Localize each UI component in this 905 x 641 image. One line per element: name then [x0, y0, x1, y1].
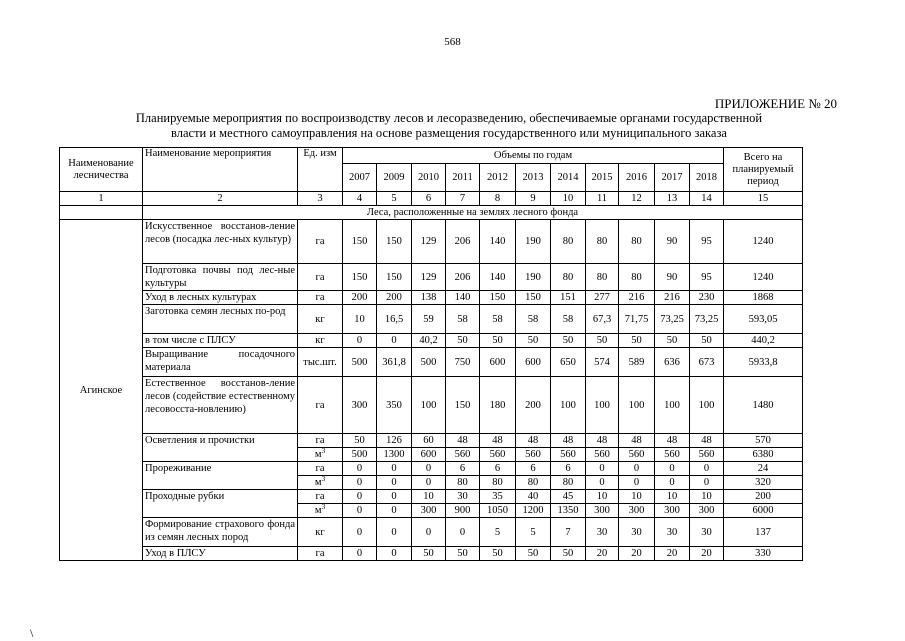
activity-name: Уход в ПЛСУ: [143, 547, 298, 561]
value-cell: 30: [690, 518, 724, 547]
value-cell: 58: [446, 305, 480, 334]
value-cell: 20: [619, 547, 655, 561]
value-cell: 60: [412, 434, 446, 448]
value-cell: 140: [480, 220, 516, 264]
activity-name: Формирование страхового фонда из семян лесных пород: [143, 518, 298, 547]
value-cell: 138: [412, 291, 446, 305]
table-row: [60, 305, 803, 334]
header-year: 2011: [446, 164, 480, 192]
column-number: 9: [516, 192, 551, 206]
value-cell: 673: [690, 348, 724, 377]
table-row: [60, 490, 803, 504]
unit: кг: [298, 518, 343, 547]
total-cell: 570: [724, 434, 803, 448]
value-cell: 80: [619, 220, 655, 264]
unit: кг: [298, 334, 343, 348]
value-cell: 0: [343, 547, 377, 561]
value-cell: 216: [655, 291, 690, 305]
value-cell: 6: [446, 462, 480, 476]
value-cell: 59: [412, 305, 446, 334]
value-cell: 100: [619, 377, 655, 434]
table-row: [60, 547, 803, 561]
value-cell: 0: [377, 476, 412, 490]
value-cell: 80: [516, 476, 551, 490]
value-cell: 50: [619, 334, 655, 348]
table-row: [60, 377, 803, 434]
unit: га: [298, 264, 343, 291]
column-number: 8: [480, 192, 516, 206]
value-cell: 0: [377, 462, 412, 476]
header-total: Всего на планируемый период: [724, 148, 803, 192]
value-cell: 206: [446, 220, 480, 264]
section-heading: Леса, расположенные на землях лесного фонда: [143, 206, 803, 220]
column-number: 14: [690, 192, 724, 206]
value-cell: 0: [343, 518, 377, 547]
total-cell: 137: [724, 518, 803, 547]
value-cell: 90: [655, 220, 690, 264]
value-cell: 48: [655, 434, 690, 448]
value-cell: 48: [446, 434, 480, 448]
value-cell: 48: [690, 434, 724, 448]
column-number: 12: [619, 192, 655, 206]
value-cell: 20: [655, 547, 690, 561]
header-year: 2007: [343, 164, 377, 192]
value-cell: 100: [551, 377, 586, 434]
value-cell: 0: [655, 462, 690, 476]
value-cell: 80: [551, 264, 586, 291]
unit: тыс.шт.: [298, 348, 343, 377]
value-cell: 0: [412, 462, 446, 476]
value-cell: 58: [551, 305, 586, 334]
unit-text: м: [314, 505, 322, 516]
value-cell: 50: [551, 547, 586, 561]
unit-superscript: 3: [321, 503, 326, 511]
value-cell: 5: [516, 518, 551, 547]
activity-name: Искусственное восстанов-ление лесов (посадка лес-ных культур): [143, 220, 298, 264]
value-cell: 10: [655, 490, 690, 504]
value-cell: 560: [619, 448, 655, 462]
unit-text: га: [315, 463, 325, 474]
value-cell: 73,25: [655, 305, 690, 334]
value-cell: 600: [480, 348, 516, 377]
value-cell: 71,75: [619, 305, 655, 334]
value-cell: 190: [516, 220, 551, 264]
value-cell: 20: [586, 547, 619, 561]
table-row: [60, 334, 803, 348]
corner-mark: \: [30, 626, 34, 640]
value-cell: 560: [586, 448, 619, 462]
activity-name: Подготовка почвы под лес-ные культуры: [143, 264, 298, 291]
total-cell: 24: [724, 462, 803, 476]
value-cell: 0: [412, 476, 446, 490]
column-number: 11: [586, 192, 619, 206]
value-cell: 230: [690, 291, 724, 305]
value-cell: 10: [586, 490, 619, 504]
activity-name: Проходные рубки: [143, 490, 298, 518]
unit: кг: [298, 305, 343, 334]
value-cell: 0: [619, 462, 655, 476]
value-cell: 1350: [551, 504, 586, 518]
value-cell: 151: [551, 291, 586, 305]
value-cell: 30: [619, 518, 655, 547]
value-cell: 80: [551, 220, 586, 264]
value-cell: 50: [516, 547, 551, 561]
value-cell: 200: [343, 291, 377, 305]
value-cell: 350: [377, 377, 412, 434]
unit: [298, 504, 343, 518]
header-activity: Наименование мероприятия: [143, 148, 298, 192]
value-cell: 150: [377, 220, 412, 264]
value-cell: 0: [343, 334, 377, 348]
title-line-2: власти и местного самоуправления на основе размещения государственного или муниципального заказа: [171, 126, 727, 140]
value-cell: 16,5: [377, 305, 412, 334]
value-cell: 0: [377, 547, 412, 561]
value-cell: 0: [690, 462, 724, 476]
value-cell: 40,2: [412, 334, 446, 348]
value-cell: 0: [412, 518, 446, 547]
value-cell: 7: [551, 518, 586, 547]
value-cell: 150: [446, 377, 480, 434]
unit: га: [298, 377, 343, 434]
header-year: 2013: [516, 164, 551, 192]
column-number: 7: [446, 192, 480, 206]
value-cell: 140: [446, 291, 480, 305]
value-cell: 30: [446, 490, 480, 504]
value-cell: 129: [412, 264, 446, 291]
value-cell: 1300: [377, 448, 412, 462]
value-cell: 750: [446, 348, 480, 377]
value-cell: 0: [690, 476, 724, 490]
header-forestry: Наименование лесничества: [60, 148, 143, 192]
total-cell: 440,2: [724, 334, 803, 348]
value-cell: 6: [516, 462, 551, 476]
total-cell: 200: [724, 490, 803, 504]
value-cell: 216: [619, 291, 655, 305]
value-cell: 100: [586, 377, 619, 434]
table-row: [60, 264, 803, 291]
value-cell: 560: [516, 448, 551, 462]
total-cell: 1240: [724, 264, 803, 291]
value-cell: 0: [586, 476, 619, 490]
column-number: 2: [143, 192, 298, 206]
header-year: 2010: [412, 164, 446, 192]
value-cell: 10: [690, 490, 724, 504]
table-row: [60, 462, 803, 476]
value-cell: 300: [655, 504, 690, 518]
value-cell: 200: [377, 291, 412, 305]
unit-superscript: 3: [321, 447, 326, 455]
value-cell: 574: [586, 348, 619, 377]
value-cell: 361,8: [377, 348, 412, 377]
value-cell: 0: [343, 476, 377, 490]
unit: га: [298, 291, 343, 305]
column-number: 3: [298, 192, 343, 206]
unit: га: [298, 547, 343, 561]
value-cell: 50: [690, 334, 724, 348]
value-cell: 80: [480, 476, 516, 490]
value-cell: 50: [446, 334, 480, 348]
value-cell: 1200: [516, 504, 551, 518]
value-cell: 589: [619, 348, 655, 377]
header-year: 2012: [480, 164, 516, 192]
unit: [298, 462, 343, 476]
value-cell: 80: [619, 264, 655, 291]
value-cell: 600: [516, 348, 551, 377]
column-number: 5: [377, 192, 412, 206]
value-cell: 190: [516, 264, 551, 291]
value-cell: 150: [480, 291, 516, 305]
value-cell: 48: [480, 434, 516, 448]
value-cell: 100: [412, 377, 446, 434]
value-cell: 80: [586, 220, 619, 264]
column-number: 10: [551, 192, 586, 206]
value-cell: 45: [551, 490, 586, 504]
value-cell: 50: [343, 434, 377, 448]
value-cell: 150: [343, 264, 377, 291]
value-cell: 73,25: [690, 305, 724, 334]
unit-text: м: [314, 449, 322, 460]
value-cell: 35: [480, 490, 516, 504]
value-cell: 600: [412, 448, 446, 462]
total-cell: 330: [724, 547, 803, 561]
value-cell: 100: [655, 377, 690, 434]
header-volumes: Объемы по годам: [343, 148, 724, 164]
header-year: 2016: [619, 164, 655, 192]
value-cell: 30: [655, 518, 690, 547]
value-cell: 900: [446, 504, 480, 518]
value-cell: 300: [412, 504, 446, 518]
value-cell: 560: [690, 448, 724, 462]
header-year: 2017: [655, 164, 690, 192]
value-cell: 5: [480, 518, 516, 547]
value-cell: 150: [516, 291, 551, 305]
value-cell: 30: [586, 518, 619, 547]
unit: [298, 476, 343, 490]
value-cell: 560: [480, 448, 516, 462]
activity-name: Прореживание: [143, 462, 298, 490]
value-cell: 50: [586, 334, 619, 348]
value-cell: 58: [480, 305, 516, 334]
value-cell: 140: [480, 264, 516, 291]
activity-name: Осветления и прочистки: [143, 434, 298, 462]
value-cell: 650: [551, 348, 586, 377]
value-cell: 10: [343, 305, 377, 334]
value-cell: 50: [480, 334, 516, 348]
activity-name: Выращивание посадочного материала: [143, 348, 298, 377]
appendix-label: ПРИЛОЖЕНИЕ № 20: [714, 96, 837, 111]
value-cell: 126: [377, 434, 412, 448]
table-row: [60, 220, 803, 264]
value-cell: 90: [655, 264, 690, 291]
unit: [298, 448, 343, 462]
value-cell: 129: [412, 220, 446, 264]
value-cell: 48: [586, 434, 619, 448]
value-cell: 80: [446, 476, 480, 490]
value-cell: 0: [377, 490, 412, 504]
unit: [298, 434, 343, 448]
column-number: 15: [724, 192, 803, 206]
value-cell: 20: [690, 547, 724, 561]
column-number: 13: [655, 192, 690, 206]
column-number: 6: [412, 192, 446, 206]
value-cell: 300: [619, 504, 655, 518]
value-cell: 1050: [480, 504, 516, 518]
value-cell: 0: [343, 490, 377, 504]
value-cell: 500: [343, 448, 377, 462]
value-cell: 0: [343, 462, 377, 476]
unit: [298, 490, 343, 504]
value-cell: 277: [586, 291, 619, 305]
activity-name: Уход в лесных культурах: [143, 291, 298, 305]
total-cell: 6000: [724, 504, 803, 518]
value-cell: 48: [551, 434, 586, 448]
unit-text: м: [314, 477, 322, 488]
value-cell: 500: [343, 348, 377, 377]
value-cell: 150: [343, 220, 377, 264]
value-cell: 0: [586, 462, 619, 476]
unit-text: га: [315, 491, 325, 502]
value-cell: 100: [690, 377, 724, 434]
value-cell: 6: [480, 462, 516, 476]
value-cell: 80: [551, 476, 586, 490]
value-cell: 50: [446, 547, 480, 561]
value-cell: 0: [377, 504, 412, 518]
unit: га: [298, 220, 343, 264]
value-cell: 560: [446, 448, 480, 462]
value-cell: 50: [551, 334, 586, 348]
value-cell: 300: [343, 377, 377, 434]
forestry-name: Агинское: [60, 220, 143, 561]
column-number: 4: [343, 192, 377, 206]
table-row: [60, 291, 803, 305]
value-cell: 0: [619, 476, 655, 490]
total-cell: 5933,8: [724, 348, 803, 377]
value-cell: 48: [619, 434, 655, 448]
value-cell: 10: [412, 490, 446, 504]
table-row: [60, 348, 803, 377]
value-cell: 10: [619, 490, 655, 504]
value-cell: 95: [690, 220, 724, 264]
header-year: 2015: [586, 164, 619, 192]
value-cell: 0: [655, 476, 690, 490]
value-cell: 50: [412, 547, 446, 561]
value-cell: 150: [377, 264, 412, 291]
total-cell: 593,05: [724, 305, 803, 334]
total-cell: 1868: [724, 291, 803, 305]
document-title: [60, 111, 838, 141]
total-cell: 1480: [724, 377, 803, 434]
value-cell: 50: [655, 334, 690, 348]
header-year: 2009: [377, 164, 412, 192]
activities-table: [59, 147, 803, 561]
value-cell: 67,3: [586, 305, 619, 334]
value-cell: 180: [480, 377, 516, 434]
value-cell: 0: [377, 334, 412, 348]
value-cell: 80: [586, 264, 619, 291]
activity-name: в том числе с ПЛСУ: [143, 334, 298, 348]
page-number: 568: [444, 36, 461, 48]
header-year: 2018: [690, 164, 724, 192]
header-year: 2014: [551, 164, 586, 192]
total-cell: 1240: [724, 220, 803, 264]
value-cell: 300: [586, 504, 619, 518]
table-row: [60, 518, 803, 547]
total-cell: 320: [724, 476, 803, 490]
value-cell: 40: [516, 490, 551, 504]
value-cell: 560: [655, 448, 690, 462]
value-cell: 300: [690, 504, 724, 518]
column-number: 1: [60, 192, 143, 206]
total-cell: 6380: [724, 448, 803, 462]
value-cell: 200: [516, 377, 551, 434]
value-cell: 0: [377, 518, 412, 547]
value-cell: 50: [480, 547, 516, 561]
value-cell: 206: [446, 264, 480, 291]
value-cell: 500: [412, 348, 446, 377]
activity-name: Заготовка семян лесных по-род: [143, 305, 298, 334]
unit-text: га: [315, 435, 325, 446]
value-cell: 50: [516, 334, 551, 348]
value-cell: 560: [551, 448, 586, 462]
activity-name: Естественное восстанов-ление лесов (содействие естественному лесовосста-новлению): [143, 377, 298, 434]
value-cell: 48: [516, 434, 551, 448]
value-cell: 6: [551, 462, 586, 476]
title-line-1: Планируемые мероприятия по воспроизводству лесов и лесоразведению, обеспечиваемые органами государственной: [135, 111, 763, 125]
value-cell: 0: [446, 518, 480, 547]
value-cell: 0: [343, 504, 377, 518]
table-row: [60, 434, 803, 448]
value-cell: 58: [516, 305, 551, 334]
value-cell: 95: [690, 264, 724, 291]
unit-superscript: 3: [321, 475, 326, 483]
header-unit: Ед. изм: [298, 148, 343, 192]
value-cell: 636: [655, 348, 690, 377]
